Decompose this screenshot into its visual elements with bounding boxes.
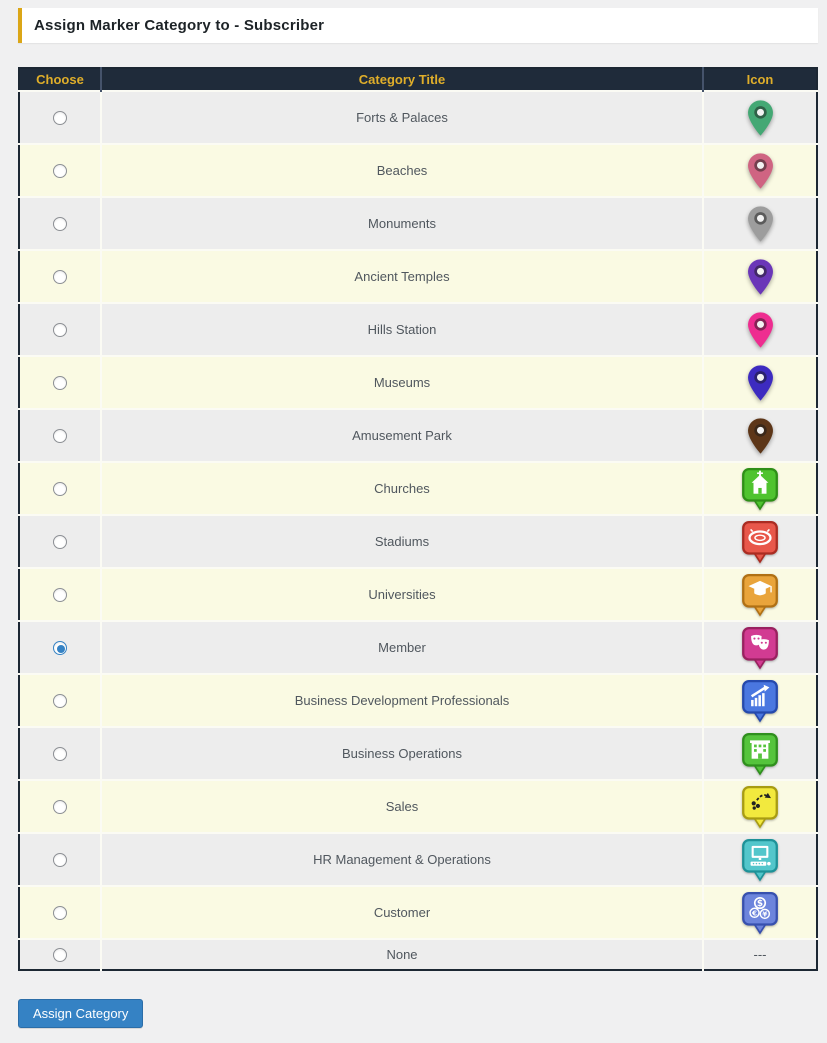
icon-cell (703, 886, 817, 939)
category-radio[interactable] (53, 694, 67, 708)
choose-cell (19, 621, 101, 674)
svg-text:¥: ¥ (762, 908, 768, 918)
growth-chart-marker-icon (741, 679, 779, 723)
category-title: Stadiums (101, 515, 703, 568)
table-row (19, 250, 817, 303)
category-title: Forts & Palaces (101, 91, 703, 144)
category-title: Sales (101, 780, 703, 833)
table-row (19, 144, 817, 197)
graduation-cap-marker-icon (741, 573, 779, 617)
icon-cell (703, 356, 817, 409)
table-row (19, 939, 817, 970)
category-title: Member (101, 621, 703, 674)
category-title: Customer (101, 886, 703, 939)
icon-cell (703, 197, 817, 250)
icon-cell (703, 409, 817, 462)
stadium-marker-icon (741, 520, 779, 564)
table-row (19, 356, 817, 409)
map-pin-icon-pink (747, 311, 774, 349)
map-pin-icon-green (747, 99, 774, 137)
choose-cell (19, 515, 101, 568)
category-title: Hills Station (101, 303, 703, 356)
category-table (18, 67, 818, 971)
icon-cell (703, 144, 817, 197)
icon-cell (703, 462, 817, 515)
category-radio[interactable] (53, 906, 67, 920)
category-title: Amusement Park (101, 409, 703, 462)
table-row (19, 621, 817, 674)
choose-cell (19, 674, 101, 727)
column-header-category-title: Category Title (101, 68, 703, 91)
category-title: Museums (101, 356, 703, 409)
table-row (19, 462, 817, 515)
no-icon-placeholder: --- (703, 939, 817, 970)
category-radio-selected[interactable] (53, 641, 67, 655)
icon-cell (703, 833, 817, 886)
category-title: Ancient Temples (101, 250, 703, 303)
icon-cell (703, 250, 817, 303)
choose-cell (19, 250, 101, 303)
category-title: Monuments (101, 197, 703, 250)
icon-cell (703, 727, 817, 780)
svg-text:$: $ (756, 898, 764, 909)
category-radio[interactable] (53, 535, 67, 549)
column-header-choose: Choose (19, 68, 101, 91)
category-table-container (18, 67, 818, 971)
choose-cell (19, 886, 101, 939)
choose-cell (19, 197, 101, 250)
table-row (19, 568, 817, 621)
choose-cell (19, 939, 101, 970)
choose-cell (19, 462, 101, 515)
icon-cell (703, 515, 817, 568)
map-pin-icon-rose (747, 152, 774, 190)
category-title: Business Development Professionals (101, 674, 703, 727)
category-radio[interactable] (53, 111, 67, 125)
category-title: Business Operations (101, 727, 703, 780)
choose-cell (19, 568, 101, 621)
office-building-marker-icon (741, 732, 779, 776)
map-pin-icon-gray (747, 205, 774, 243)
table-row (19, 780, 817, 833)
icon-cell (703, 303, 817, 356)
computer-marker-icon (741, 838, 779, 882)
map-pin-icon-purple (747, 258, 774, 296)
table-row (19, 833, 817, 886)
page-title-bar (18, 8, 818, 43)
icon-cell (703, 91, 817, 144)
category-radio[interactable] (53, 588, 67, 602)
category-radio[interactable] (53, 482, 67, 496)
icon-cell (703, 674, 817, 727)
icon-cell (703, 780, 817, 833)
church-marker-icon (741, 467, 779, 511)
category-radio[interactable] (53, 217, 67, 231)
category-radio[interactable] (53, 164, 67, 178)
choose-cell (19, 780, 101, 833)
assign-category-button[interactable]: Assign Category (18, 999, 143, 1028)
map-pin-icon-brown (747, 417, 774, 455)
choose-cell (19, 409, 101, 462)
category-radio[interactable] (53, 429, 67, 443)
choose-cell (19, 833, 101, 886)
category-radio[interactable] (53, 323, 67, 337)
category-title: None (101, 939, 703, 970)
choose-cell (19, 727, 101, 780)
category-title: HR Management & Operations (101, 833, 703, 886)
category-title: Universities (101, 568, 703, 621)
table-row (19, 303, 817, 356)
table-row (19, 886, 817, 939)
icon-cell (703, 621, 817, 674)
table-row (19, 515, 817, 568)
map-pin-icon-indigo (747, 364, 774, 402)
assign-marker-page (0, 8, 827, 1042)
category-table-body (19, 91, 817, 970)
category-radio[interactable] (53, 270, 67, 284)
table-header-row (19, 68, 817, 91)
theater-masks-marker-icon (741, 626, 779, 670)
column-header-icon: Icon (703, 68, 817, 91)
category-radio[interactable] (53, 376, 67, 390)
icon-cell (703, 568, 817, 621)
category-title: Churches (101, 462, 703, 515)
category-radio[interactable] (53, 948, 67, 962)
page-title: Assign Marker Category to - Subscriber (34, 17, 325, 34)
category-title: Beaches (101, 144, 703, 197)
choose-cell (19, 356, 101, 409)
choose-cell (19, 91, 101, 144)
category-radio[interactable] (53, 800, 67, 814)
category-radio[interactable] (53, 853, 67, 867)
table-row (19, 727, 817, 780)
table-row (19, 197, 817, 250)
choose-cell (19, 144, 101, 197)
svg-text:€: € (751, 907, 758, 917)
table-row (19, 674, 817, 727)
currency-marker-icon (741, 891, 779, 935)
category-radio[interactable] (53, 747, 67, 761)
table-row (19, 409, 817, 462)
table-row (19, 91, 817, 144)
sales-scatter-marker-icon (741, 785, 779, 829)
choose-cell (19, 303, 101, 356)
